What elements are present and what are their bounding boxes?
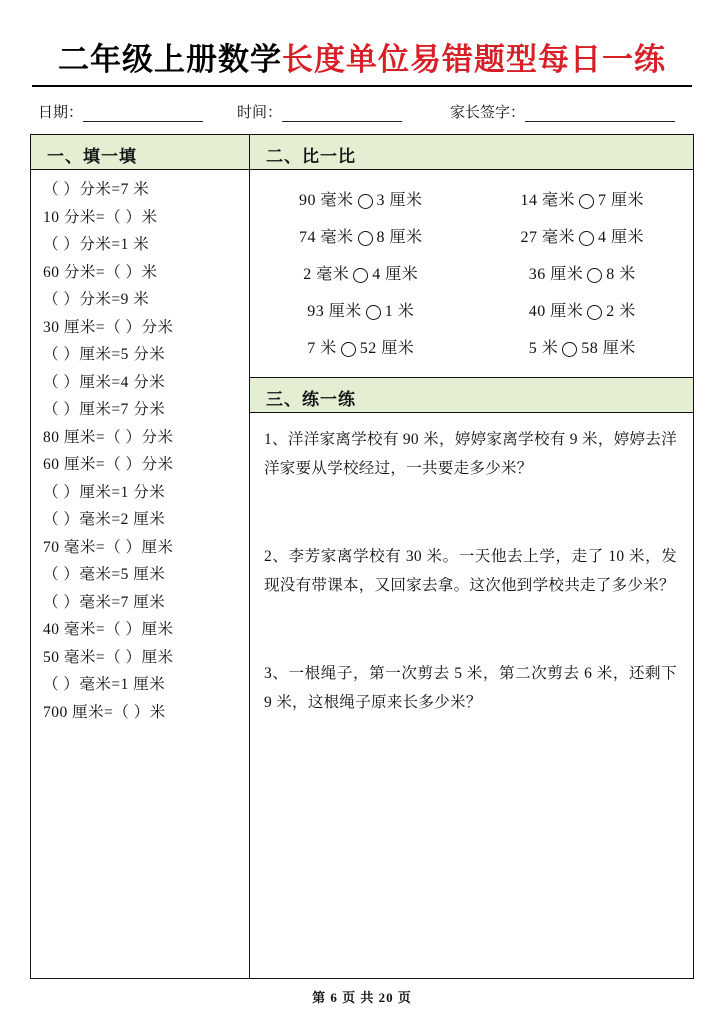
signature-field[interactable]: [450, 101, 675, 122]
worksheet-grid: [30, 134, 694, 979]
compare-circle-icon[interactable]: [587, 305, 602, 320]
date-label: 日期：: [38, 105, 84, 121]
compare-list: [250, 170, 693, 378]
section-one-column: [31, 135, 250, 978]
compare-left: 2 毫米: [303, 266, 350, 283]
compare-left: 74 毫米: [298, 229, 354, 246]
practice-problem[interactable]: 2、李芳家离学校有 30 米。一天他去上学，走了 10 米，发现没有带课本，又回家去拿。这次他到学校共走了多少米？: [264, 547, 677, 595]
fill-item[interactable]: （ ）分米=1 米: [43, 236, 150, 253]
fill-item[interactable]: 60 厘米=（ ）分米: [43, 456, 174, 473]
practice-list: [250, 413, 693, 978]
compare-left: 93 厘米: [307, 303, 362, 320]
page-title-red: 长度单位易错题型每日一练: [282, 42, 666, 77]
compare-right: 3 厘米: [376, 192, 423, 209]
fill-item[interactable]: 10 分米=（ ）米: [43, 208, 158, 226]
time-field[interactable]: [237, 101, 402, 122]
compare-right: 58 厘米: [581, 340, 636, 357]
fill-item[interactable]: （ ）毫米=7 厘米: [43, 593, 166, 611]
compare-item[interactable]: [250, 298, 472, 321]
right-column: [250, 135, 693, 978]
fill-item[interactable]: 60 分米=（ ）米: [43, 263, 158, 281]
section-one-heading: 一、填一填: [31, 135, 249, 170]
compare-item[interactable]: [250, 335, 472, 358]
compare-right: 4 厘米: [598, 229, 645, 246]
compare-item[interactable]: [472, 335, 694, 358]
page-title: [22, 34, 702, 79]
fill-item[interactable]: （ ）毫米=5 厘米: [43, 566, 166, 583]
compare-right: 8 厘米: [376, 229, 423, 246]
practice-problem[interactable]: 3、一根绳子，第一次剪去 5 米，第二次剪去 6 米，还剩下 9 米，这根绳子原来长多少米？: [264, 664, 677, 712]
compare-right: 7 厘米: [598, 192, 645, 209]
section-three-heading: 三、练一练: [250, 378, 693, 413]
fill-item[interactable]: （ ）分米=7 米: [43, 181, 150, 198]
compare-left: 5 米: [528, 340, 559, 357]
compare-circle-icon[interactable]: [366, 305, 381, 320]
compare-row: [250, 254, 693, 291]
compare-right: 4 厘米: [372, 266, 419, 283]
fill-item[interactable]: 30 厘米=（ ）分米: [43, 318, 174, 336]
fill-in-list: [31, 170, 249, 726]
compare-circle-icon[interactable]: [353, 268, 368, 283]
compare-circle-icon[interactable]: [579, 231, 594, 246]
date-field[interactable]: [38, 101, 203, 122]
compare-circle-icon[interactable]: [562, 342, 577, 357]
practice-problem[interactable]: 1、洋洋家离学校有 90 米，婷婷家离学校有 9 米，婷婷去洋洋家要从学校经过，一共要走多少米？: [264, 431, 677, 478]
compare-row: [250, 291, 693, 328]
compare-left: 90 毫米: [298, 192, 354, 209]
compare-left: 27 毫米: [520, 229, 575, 246]
compare-row: [250, 217, 693, 254]
compare-left: 36 厘米: [528, 266, 584, 283]
compare-row: [250, 328, 693, 365]
fill-item[interactable]: （ ）厘米=5 分米: [43, 346, 166, 363]
section-two-heading: 二、比一比: [250, 135, 693, 170]
compare-circle-icon[interactable]: [341, 342, 356, 357]
fill-item[interactable]: （ ）毫米=1 厘米: [43, 676, 166, 693]
compare-item[interactable]: [472, 298, 694, 321]
compare-item[interactable]: [250, 261, 472, 284]
compare-item[interactable]: [472, 187, 694, 210]
time-label: 时间：: [237, 105, 283, 121]
compare-row: [250, 180, 693, 217]
signature-label: 家长签字：: [450, 105, 526, 121]
compare-item[interactable]: [250, 187, 472, 210]
compare-right: 52 厘米: [359, 340, 415, 357]
compare-circle-icon[interactable]: [358, 231, 373, 246]
fill-item[interactable]: 50 毫米=（ ）厘米: [43, 648, 174, 666]
compare-right: 8 米: [606, 266, 636, 283]
title-divider: [32, 85, 692, 87]
fill-item[interactable]: 700 厘米=（ ）米: [43, 703, 166, 721]
compare-circle-icon[interactable]: [358, 194, 373, 209]
fill-item[interactable]: （ ）分米=9 米: [43, 291, 150, 308]
time-blank[interactable]: [282, 107, 402, 122]
page-footer: 第 6 页 共 20 页: [312, 990, 412, 1005]
compare-item[interactable]: [250, 224, 472, 247]
fill-item[interactable]: （ ）厘米=1 分米: [43, 483, 166, 501]
fill-item[interactable]: （ ）厘米=7 分米: [43, 401, 166, 418]
compare-circle-icon[interactable]: [587, 268, 602, 283]
fill-item[interactable]: 70 毫米=（ ）厘米: [43, 538, 174, 556]
compare-left: 7 米: [307, 340, 337, 357]
fill-item[interactable]: （ ）厘米=4 分米: [43, 373, 166, 391]
compare-circle-icon[interactable]: [579, 194, 594, 209]
fill-item[interactable]: 40 毫米=（ ）厘米: [43, 621, 174, 638]
fill-item[interactable]: 80 厘米=（ ）分米: [43, 428, 174, 446]
info-row: [38, 101, 686, 122]
compare-right: 2 米: [606, 303, 636, 320]
date-blank[interactable]: [83, 107, 203, 122]
signature-blank[interactable]: [525, 107, 675, 122]
page-title-black: 二年级上册数学: [58, 42, 282, 77]
compare-item[interactable]: [472, 224, 694, 247]
compare-left: 40 厘米: [528, 303, 584, 320]
fill-item[interactable]: （ ）毫米=2 厘米: [43, 511, 166, 528]
compare-item[interactable]: [472, 261, 694, 284]
compare-left: 14 毫米: [520, 192, 575, 209]
compare-right: 1 米: [384, 303, 415, 320]
